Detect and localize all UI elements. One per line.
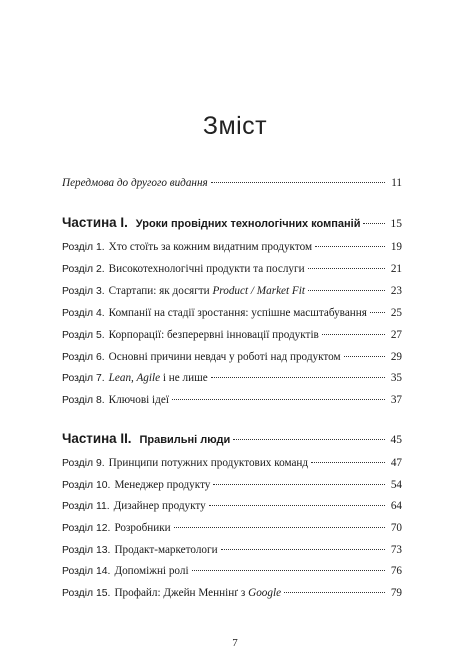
chapter-title <box>114 586 281 600</box>
chapter-title: Хто стоїть за кожним видатним продуктом <box>108 241 313 253</box>
chapter-label: Розділ 3. <box>62 286 105 297</box>
toc-entry-preface[interactable] <box>62 176 402 190</box>
toc-chapter-2[interactable] <box>62 262 402 277</box>
dot-leader <box>221 549 385 550</box>
part-title: Уроки провідних технологічних компаній <box>135 218 361 230</box>
toc-chapter-9[interactable] <box>62 456 402 471</box>
chapter-title: Розробники <box>114 522 171 534</box>
chapter-page: 35 <box>390 372 402 384</box>
chapter-page: 73 <box>390 544 402 556</box>
toc-chapter-12[interactable] <box>62 521 402 536</box>
dot-leader <box>370 312 385 313</box>
part-page: 15 <box>390 218 402 230</box>
chapter-label: Розділ 12. <box>62 523 111 534</box>
page-title: Зміст <box>202 112 268 140</box>
dot-leader <box>308 290 385 291</box>
toc-entry-title: Передмова до другого видання <box>62 177 208 189</box>
chapter-page: 21 <box>390 263 402 275</box>
dot-leader <box>192 570 385 571</box>
chapter-title-text: і не лише <box>160 372 208 384</box>
chapter-title-text: Стартапи: як досягти <box>108 285 213 297</box>
chapter-label: Розділ 13. <box>62 545 111 556</box>
chapter-label: Розділ 1. <box>62 242 105 253</box>
chapter-label: Розділ 2. <box>62 264 105 275</box>
part-page: 45 <box>390 434 402 446</box>
chapter-title: Допоміжні ролі <box>114 565 189 577</box>
chapter-title: Корпорації: безперервні інновації продуктів <box>108 329 319 341</box>
chapter-title-emphasis: Google <box>248 587 282 599</box>
dot-leader <box>174 527 385 528</box>
chapter-label: Розділ 15. <box>62 588 111 599</box>
chapter-label: Розділ 4. <box>62 308 105 319</box>
toc-chapter-14[interactable] <box>62 564 402 579</box>
chapter-title: Продакт-маркетологи <box>114 544 218 556</box>
chapter-title-emphasis: Product / Market Fit <box>212 285 305 297</box>
toc-chapter-7[interactable] <box>62 371 402 386</box>
dot-leader <box>344 356 385 357</box>
toc-chapter-13[interactable] <box>62 543 402 558</box>
chapter-page: 27 <box>390 329 402 341</box>
toc-part-1[interactable] <box>62 216 402 231</box>
chapter-label: Розділ 5. <box>62 330 105 341</box>
toc-chapter-4[interactable] <box>62 306 402 321</box>
toc-chapter-11[interactable] <box>62 499 402 514</box>
chapter-page: 47 <box>390 457 402 469</box>
dot-leader <box>308 268 385 269</box>
toc-chapter-8[interactable] <box>62 393 402 408</box>
chapter-title: Основні причини невдач у роботі над продуктом <box>108 351 341 363</box>
part-label: Частина II. <box>62 431 132 446</box>
chapter-label: Розділ 14. <box>62 566 111 577</box>
chapter-page: 76 <box>390 565 402 577</box>
dot-leader <box>322 334 385 335</box>
chapter-page: 23 <box>390 285 402 297</box>
chapter-label: Розділ 10. <box>62 480 111 491</box>
toc-chapter-5[interactable] <box>62 328 402 343</box>
dot-leader <box>233 439 385 440</box>
dot-leader <box>311 462 385 463</box>
toc-part-2[interactable] <box>62 432 402 447</box>
dot-leader <box>315 246 385 247</box>
chapter-page: 70 <box>390 522 402 534</box>
chapter-title: Ключові ідеї <box>108 394 169 406</box>
dot-leader <box>209 505 385 506</box>
dot-leader <box>172 399 385 400</box>
chapter-title: Високотехнологічні продукти та послуги <box>108 263 305 275</box>
chapter-label: Розділ 7. <box>62 373 105 384</box>
chapter-page: 29 <box>390 351 402 363</box>
chapter-page: 19 <box>390 241 402 253</box>
chapter-page: 79 <box>390 587 402 599</box>
part-title: Правильні люди <box>139 434 231 446</box>
chapter-title: Дизайнер продукту <box>113 500 206 512</box>
page-number: 7 <box>232 637 238 649</box>
chapter-label: Розділ 8. <box>62 395 105 406</box>
chapter-label: Розділ 9. <box>62 458 105 469</box>
chapter-page: 37 <box>390 394 402 406</box>
dot-leader <box>213 484 385 485</box>
dot-leader <box>284 592 385 593</box>
toc-chapter-1[interactable] <box>62 240 402 255</box>
toc-chapter-15[interactable] <box>62 586 402 601</box>
chapter-title-emphasis: Lean, Agile <box>108 372 161 384</box>
toc-entry-page: 11 <box>391 177 402 189</box>
dot-leader <box>211 377 385 378</box>
toc-chapter-3[interactable] <box>62 284 402 299</box>
part-label: Частина I. <box>62 215 128 230</box>
chapter-title <box>109 284 305 298</box>
chapter-title: Менеджер продукту <box>114 479 211 491</box>
chapter-page: 64 <box>390 500 402 512</box>
chapter-page: 54 <box>390 479 402 491</box>
chapter-title: Принципи потужних продуктових команд <box>108 457 309 469</box>
dot-leader <box>211 182 385 183</box>
chapter-title: Компанії на стадії зростання: успішне масштабування <box>108 307 367 319</box>
chapter-label: Розділ 6. <box>62 352 105 363</box>
chapter-page: 25 <box>390 307 402 319</box>
chapter-label: Розділ 11. <box>62 501 110 512</box>
toc-chapter-6[interactable] <box>62 350 402 365</box>
chapter-title <box>109 371 208 385</box>
dot-leader <box>363 223 385 224</box>
chapter-title-text: Профайл: Джейн Меннінґ з <box>114 587 249 599</box>
toc-chapter-10[interactable] <box>62 478 402 493</box>
